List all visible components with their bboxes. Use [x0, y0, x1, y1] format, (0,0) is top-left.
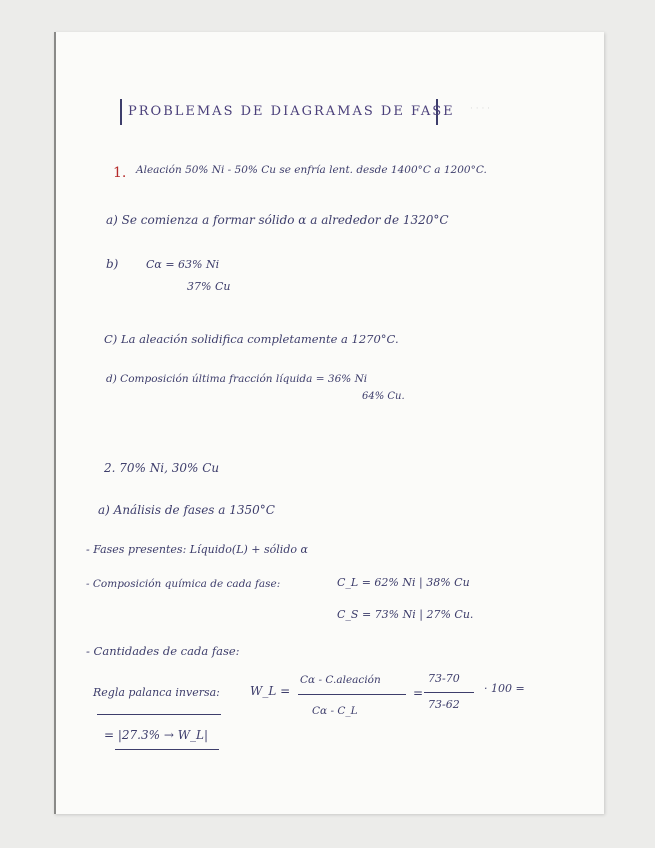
- bleed-through-text: · · · ·: [470, 104, 491, 114]
- problem-1-part-a: a) Se comienza a formar sólido α a alrededor de 1320°C: [106, 213, 449, 227]
- value-numerator: 73-70: [428, 672, 460, 685]
- problem-2-header: 2. 70% Ni, 30% Cu: [104, 461, 220, 475]
- problem-1-part-b-line1: Cα = 63% Ni: [146, 258, 220, 271]
- lever-rule-label: Regla palanca inversa:: [93, 686, 220, 699]
- fraction-bar: [298, 694, 406, 695]
- result-boxed: = |27.3% → W_L|: [104, 728, 209, 742]
- composition-solid: C_S = 73% Ni | 27% Cu.: [337, 608, 474, 621]
- composition-label: - Composición química de cada fase:: [86, 578, 281, 590]
- problem-1-part-d-line2: 64% Cu.: [362, 391, 405, 402]
- lever-rule-underline: [97, 714, 221, 715]
- fraction-denominator: Cα - C_L: [312, 705, 358, 717]
- value-denominator: 73-62: [428, 698, 460, 711]
- problem-1-part-d-line1: d) Composición última fracción líquida = 36% Ni: [106, 373, 368, 385]
- problem-1-number: 1.: [113, 165, 127, 181]
- problem-1-statement: Aleación 50% Ni - 50% Cu se enfría lent. desde 1400°C a 1200°C.: [136, 164, 487, 176]
- amounts-label: - Cantidades de cada fase:: [86, 644, 240, 658]
- times-100: · 100 =: [484, 682, 525, 695]
- composition-liquid: C_L = 62% Ni | 38% Cu: [337, 576, 470, 589]
- page-title: PROBLEMAS DE DIAGRAMAS DE FASE: [128, 104, 455, 119]
- problem-2-part-a: a) Análisis de fases a 1350°C: [98, 503, 275, 517]
- problem-1-part-c: C) La aleación solidifica completamente a 1270°C.: [104, 332, 399, 346]
- equals-sign: =: [413, 686, 424, 700]
- fraction-numerator: Cα - C.aleación: [300, 674, 381, 686]
- problem-1-part-b-line2: 37% Cu: [187, 280, 231, 293]
- phases-present: - Fases presentes: Líquido(L) + sólido α: [86, 543, 308, 556]
- result-underline: [115, 749, 219, 750]
- problem-1-part-b-label: b): [106, 257, 119, 271]
- value-fraction-bar: [424, 692, 474, 693]
- weight-fraction-liquid: W_L =: [250, 684, 291, 698]
